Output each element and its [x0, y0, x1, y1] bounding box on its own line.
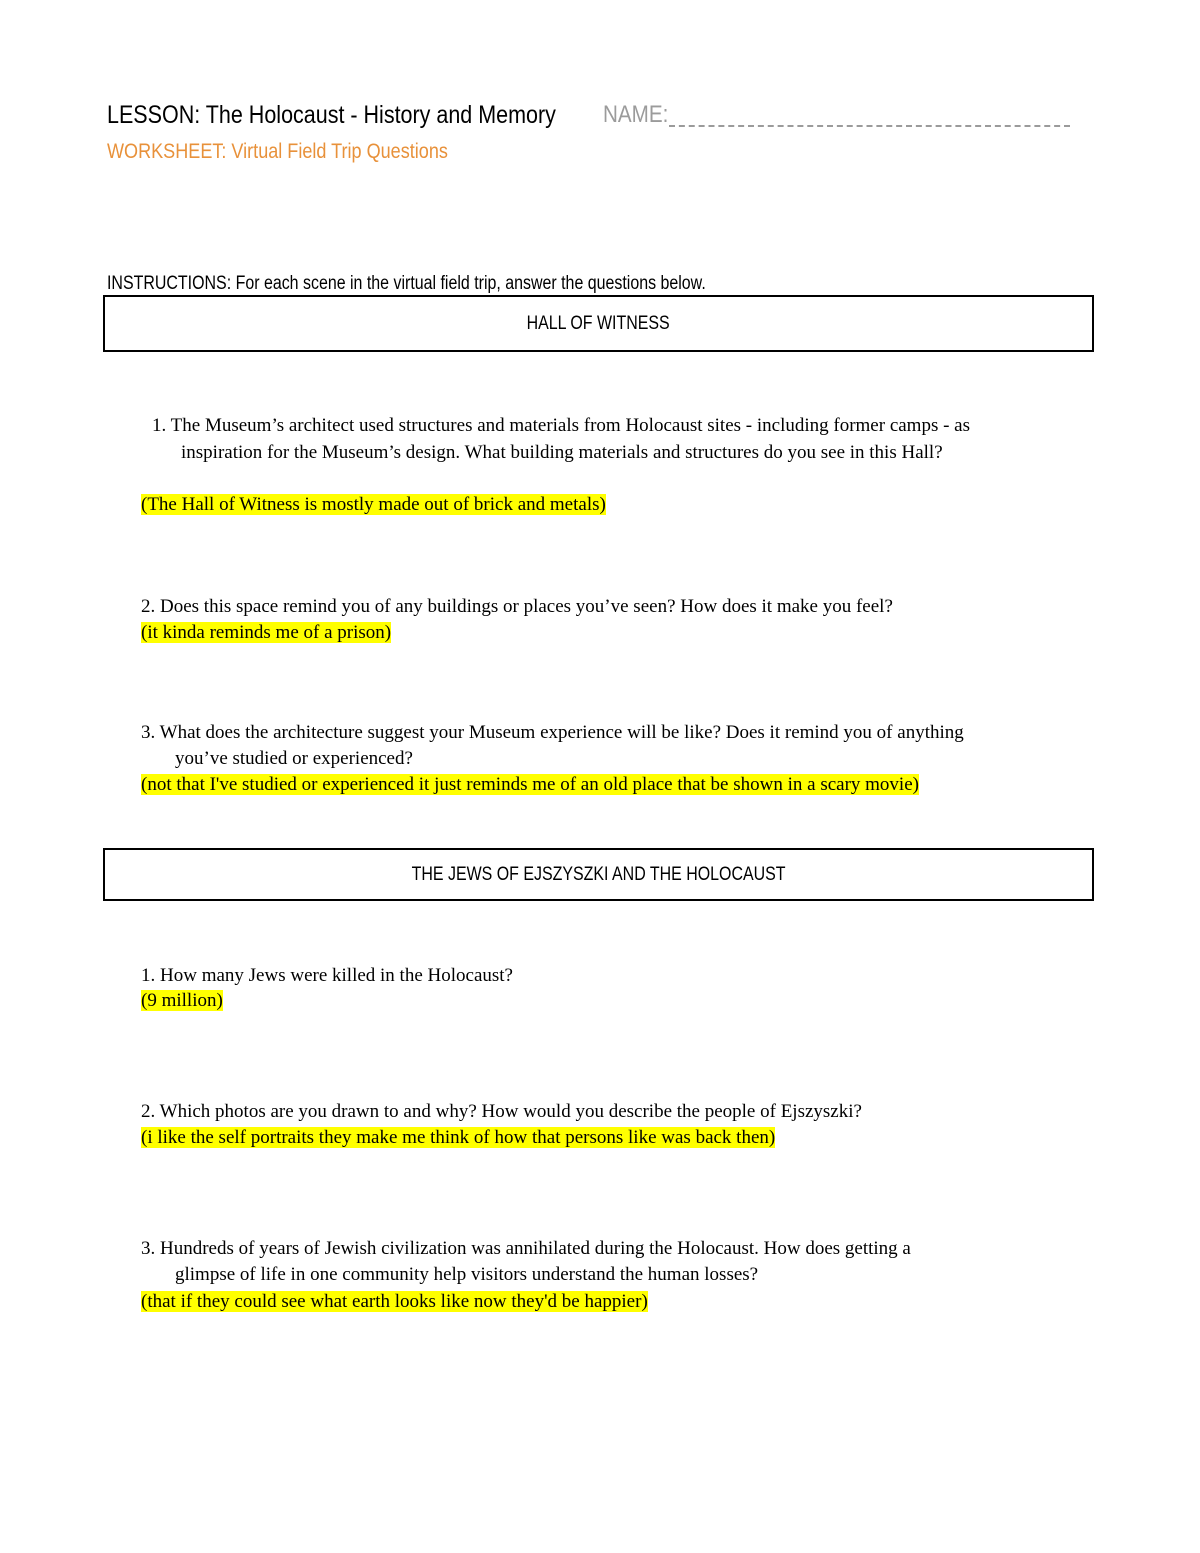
question-line: inspiration for the Museum’s design. What building materials and structures do you see in this Hall? — [181, 442, 943, 463]
answer-text: (i like the self portraits they make me think of how that persons like was back then) — [141, 1127, 776, 1148]
answer-text: (9 million) — [141, 990, 223, 1011]
answer-text: (The Hall of Witness is mostly made out of brick and metals) — [141, 494, 606, 515]
answer-text: (that if they could see what earth looks like now they'd be happier) — [141, 1291, 648, 1312]
question-line: 2. Which photos are you drawn to and why? How would you describe the people of Ejszyszki? — [141, 1101, 862, 1122]
answer — [141, 1125, 775, 1151]
instructions: INSTRUCTIONS: For each scene in the virtual field trip, answer the questions below. — [107, 273, 706, 294]
question-line: 1. The Museum’s architect used structures and materials from Holocaust sites - including former camps - as — [152, 415, 971, 436]
question-line: 3. What does the architecture suggest your Museum experience will be like? Does it remind you of anything — [141, 722, 964, 743]
question-line: 1. How many Jews were killed in the Holocaust? — [141, 965, 513, 986]
section-title: THE JEWS OF EJSZYSZKI AND THE HOLOCAUST — [411, 863, 786, 885]
question-line: glimpse of life in one community help visitors understand the human losses? — [175, 1264, 759, 1285]
answer — [141, 620, 391, 646]
worksheet-title: WORKSHEET: Virtual Field Trip Questions — [107, 140, 448, 163]
section-header-hall-of-witness — [103, 295, 1094, 352]
name-label: NAME: — [603, 101, 669, 128]
question-line: you’ve studied or experienced? — [175, 748, 413, 769]
answer-text: (not that I've studied or experienced it just reminds me of an old place that be shown in a scary movie) — [141, 774, 919, 795]
answer — [141, 988, 223, 1014]
name-input-line[interactable] — [669, 125, 1070, 127]
section-header-jews-of-ejszyszki — [103, 848, 1094, 901]
answer — [141, 492, 606, 518]
question-line: 2. Does this space remind you of any buildings or places you’ve seen? How does it make you feel? — [141, 596, 893, 617]
answer — [141, 772, 919, 798]
lesson-title: LESSON: The Holocaust - History and Memory — [107, 101, 556, 129]
answer — [141, 1289, 648, 1315]
answer-text: (it kinda reminds me of a prison) — [141, 622, 392, 643]
question-line: 3. Hundreds of years of Jewish civilization was annihilated during the Holocaust. How does getting a — [141, 1238, 911, 1259]
section-title: HALL OF WITNESS — [526, 312, 671, 334]
